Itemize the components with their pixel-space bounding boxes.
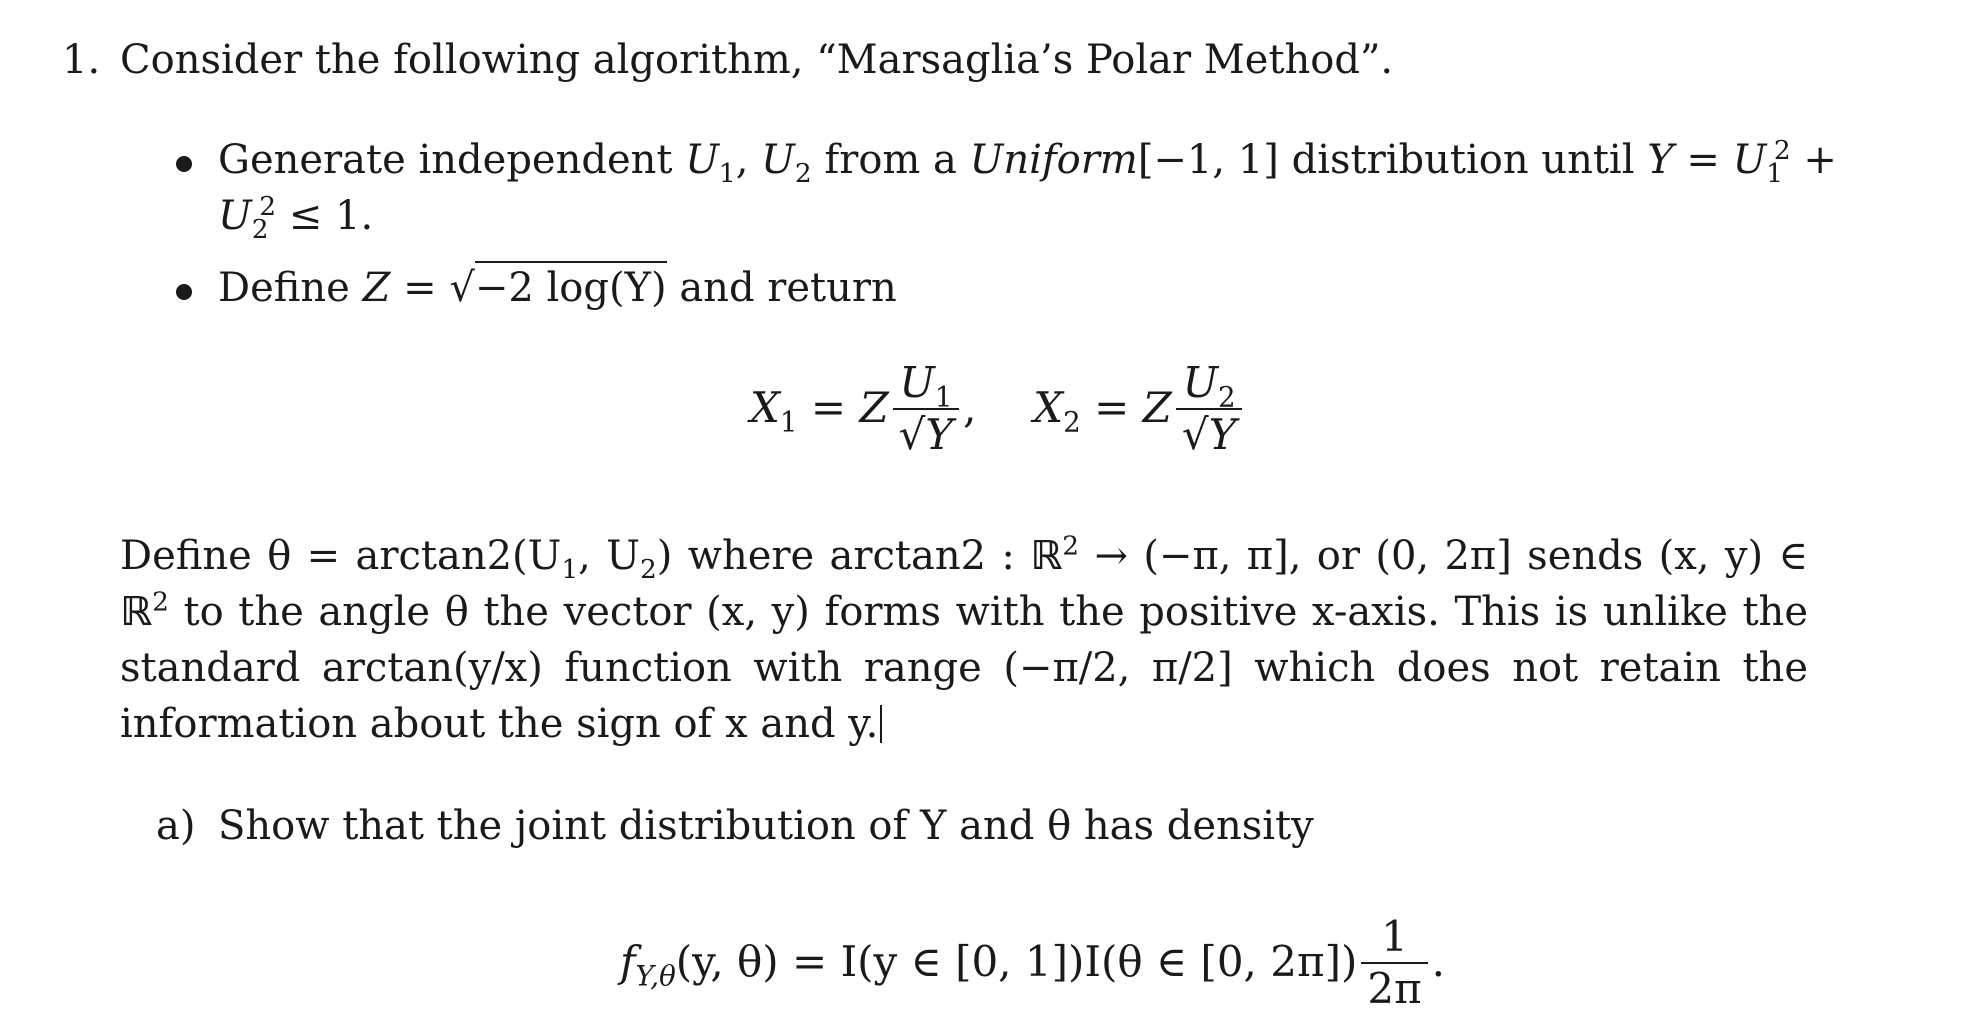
bullet-2-and-return: and return [679, 265, 897, 311]
bullet-2-line: Define Z = √−2 log(Y) and return [218, 268, 897, 308]
bullet-1-until: distribution until [1291, 137, 1635, 183]
bullet-1-dot [176, 156, 192, 172]
arctan2-paragraph: Define $\theta = \arctan 2(U_1$, $U_2$) where arctan2 : ℝ$^2$ → (−π, π], or (0, 2π] sends (x, y) ∈ ℝ$^2$ to the angle θ the vector (x, y) forms with the positive x-axis. This is unlike the standard arctan(y/x) function with range (−π/2, π/2] which does not retain the information about the sign of x and y. [120, 530, 1809, 747]
part-a-text: Show that the joint distribution of Y and θ has density [218, 803, 1314, 849]
bullet-1-le-one: ≤ 1. [288, 193, 374, 239]
bullet-1-uniform: Uniform [969, 137, 1138, 183]
density-equation: $f_{Y,\theta}(y$, θ) = I(y ∈ [0, 1])I(θ ∈ [0, 2π]) $\frac{1}{2\pi}$ . [620, 912, 1446, 1013]
problem-intro: Consider the following algorithm, “Marsaglia’s Polar Method”. [120, 37, 1394, 83]
bullet-1-from-a: from a [824, 137, 957, 183]
fraction-u2-sqrt-y: $\frac{U_2}{√Y}$ [1176, 362, 1243, 456]
bullet-1-generate: Generate independent [218, 137, 673, 183]
bullet-1-line-1: Generate independent $U_1$, $U_2$ from a Uniform[−1, 1] distribution until $Y = U_1^2$ + [218, 134, 1837, 189]
part-a-label: a) [156, 803, 196, 849]
fraction-u1-sqrt-y: $\frac{U_1}{√Y}$ [893, 362, 960, 456]
sqrt-expression: √−2 log(Y) [449, 268, 666, 308]
bullet-1-interval: [−1, 1] [1137, 137, 1279, 183]
problem-number: 1. [62, 37, 101, 83]
bullet-2-dot [176, 284, 192, 300]
display-equation-x: $X_1 = Z$ $\frac{U_1}{√Y}$ , $X_2 = Z$ $\frac{U_2}{√Y}$ [750, 364, 1246, 458]
text-cursor [880, 705, 882, 743]
fraction-one-over-two-pi: $\frac{1}{2\pi}$ [1361, 916, 1427, 1010]
bullet-1-line-2: $U_2^2 \le 1$. [218, 190, 374, 245]
bullet-2-define: Define [218, 265, 350, 311]
